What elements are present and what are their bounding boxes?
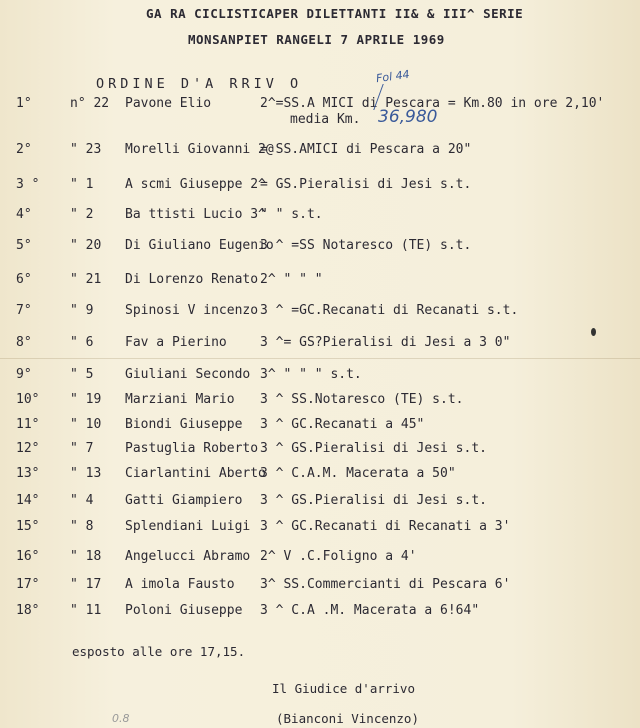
result-position: 12° [16,441,40,456]
arrival-order-title: ORDINE D'A RRIV O [96,76,303,92]
result-detail: 2^ " " " [260,272,323,287]
result-detail: 3 ^ C.A.M. Macerata a 50" [260,466,456,481]
result-detail: 2^=SS.A MICI di Pescara = Km.80 in ore 2,10' [260,96,605,111]
result-position: 5° [16,238,32,253]
rider-name: Biondi Giuseppe [125,417,243,432]
bib-number: " 7 [70,441,94,456]
race-location-date: MONSANPIET RANGELI 7 APRILE 1969 [188,32,445,47]
result-position: 11° [16,417,40,432]
rider-name: Angelucci Abramo [125,549,251,564]
bib-number: " 5 [70,367,94,382]
result-detail: 3^ SS.Commercianti di Pescara 6' [260,577,511,592]
result-detail: 3 ^ SS.Notaresco (TE) s.t. [260,392,464,407]
posted-time: esposto alle ore 17,15. [72,644,246,659]
bib-number: " 10 [70,417,102,432]
rider-name: A scmi Giuseppe 2^ [125,177,266,192]
result-position: 17° [16,577,40,592]
bib-number: " 9 [70,303,94,318]
result-detail: 2^ V .C.Foligno a 4' [260,549,417,564]
rider-name: Pavone Elio [125,96,212,111]
rider-name: Giuliani Secondo [125,367,251,382]
bib-number: " 18 [70,549,102,564]
bib-number: " 17 [70,577,102,592]
result-position: 8° [16,335,32,350]
result-position: 14° [16,493,40,508]
average-speed-label: media Km. [290,112,361,127]
result-detail: 3 ^ GS.Pieralisi di Jesi s.t. [260,441,487,456]
bib-number: " 19 [70,392,102,407]
result-position: 16° [16,549,40,564]
judge-title: Il Giudice d'arrivo [272,681,415,696]
rider-name: Ciarlantini Aberto [125,466,266,481]
result-detail: 3 ^ GC.Recanati a 45" [260,417,425,432]
result-detail: 3^ " " " s.t. [260,367,362,382]
rider-name: Di Giuliano Eugenio [125,238,274,253]
result-position: 2° [16,142,32,157]
rider-name: Spinosi V incenzo [125,303,259,318]
rider-name: Gatti Giampiero [125,493,243,508]
rider-name: Pastuglia Roberto [125,441,259,456]
result-detail: 3 ^= GS?Pieralisi di Jesi a 3 0" [260,335,511,350]
bib-number: " 23 [70,142,102,157]
result-position: 3 ° [16,177,40,192]
result-detail: 3 ^ GC.Recanati di Recanati a 3' [260,519,511,534]
paper-fold-line [0,358,640,359]
result-detail: 3 ^ GS.Pieralisi di Jesi s.t. [260,493,487,508]
bib-number: " 11 [70,603,102,618]
result-position: 6° [16,272,32,287]
rider-name: Morelli Giovanni 2@ [125,142,274,157]
handwritten-average-speed: 36,980 [378,107,438,127]
rider-name: Ba ttisti Lucio 3^ [125,207,266,222]
bib-number: " 2 [70,207,94,222]
result-position: 10° [16,392,40,407]
result-detail: " " s.t. [260,207,323,222]
result-position: 13° [16,466,40,481]
judge-name: (Bianconi Vincenzo) [276,711,419,726]
result-detail: 3 ^ =SS Notaresco (TE) s.t. [260,238,472,253]
rider-name: A imola Fausto [125,577,235,592]
ink-blot [591,328,596,336]
rider-name: Marziani Mario [125,392,235,407]
rider-name: Fav a Pierino [125,335,227,350]
result-position: 18° [16,603,40,618]
rider-name: Poloni Giuseppe [125,603,243,618]
result-position: 7° [16,303,32,318]
bib-number: " 6 [70,335,94,350]
result-detail: 3 ^ C.A .M. Macerata a 6!64" [260,603,480,618]
result-detail: = SS.AMICI di Pescara a 20" [260,142,472,157]
bib-number: " 21 [70,272,102,287]
rider-name: Splendiani Luigi [125,519,251,534]
rider-name: Di Lorenzo Renato [125,272,259,287]
bib-number: " 20 [70,238,102,253]
bib-number: " 4 [70,493,94,508]
pencil-corner-mark: 0.8 [112,712,130,725]
bib-number: " 8 [70,519,94,534]
bib-number: " 1 [70,177,94,192]
race-title-line: GA RA CICLISTICAPER DILETTANTI II& & III^ SERIE [146,6,524,21]
bib-number: " 13 [70,466,102,481]
result-position: 4° [16,207,32,222]
result-position: 15° [16,519,40,534]
handwritten-note: Fol 44 [375,67,411,86]
result-position: 1° [16,96,32,111]
result-detail: 3 ^ =GC.Recanati di Recanati s.t. [260,303,519,318]
result-position: 9° [16,367,32,382]
bib-number: n° 22 [70,96,110,111]
result-detail: = GS.Pieralisi di Jesi s.t. [260,177,472,192]
